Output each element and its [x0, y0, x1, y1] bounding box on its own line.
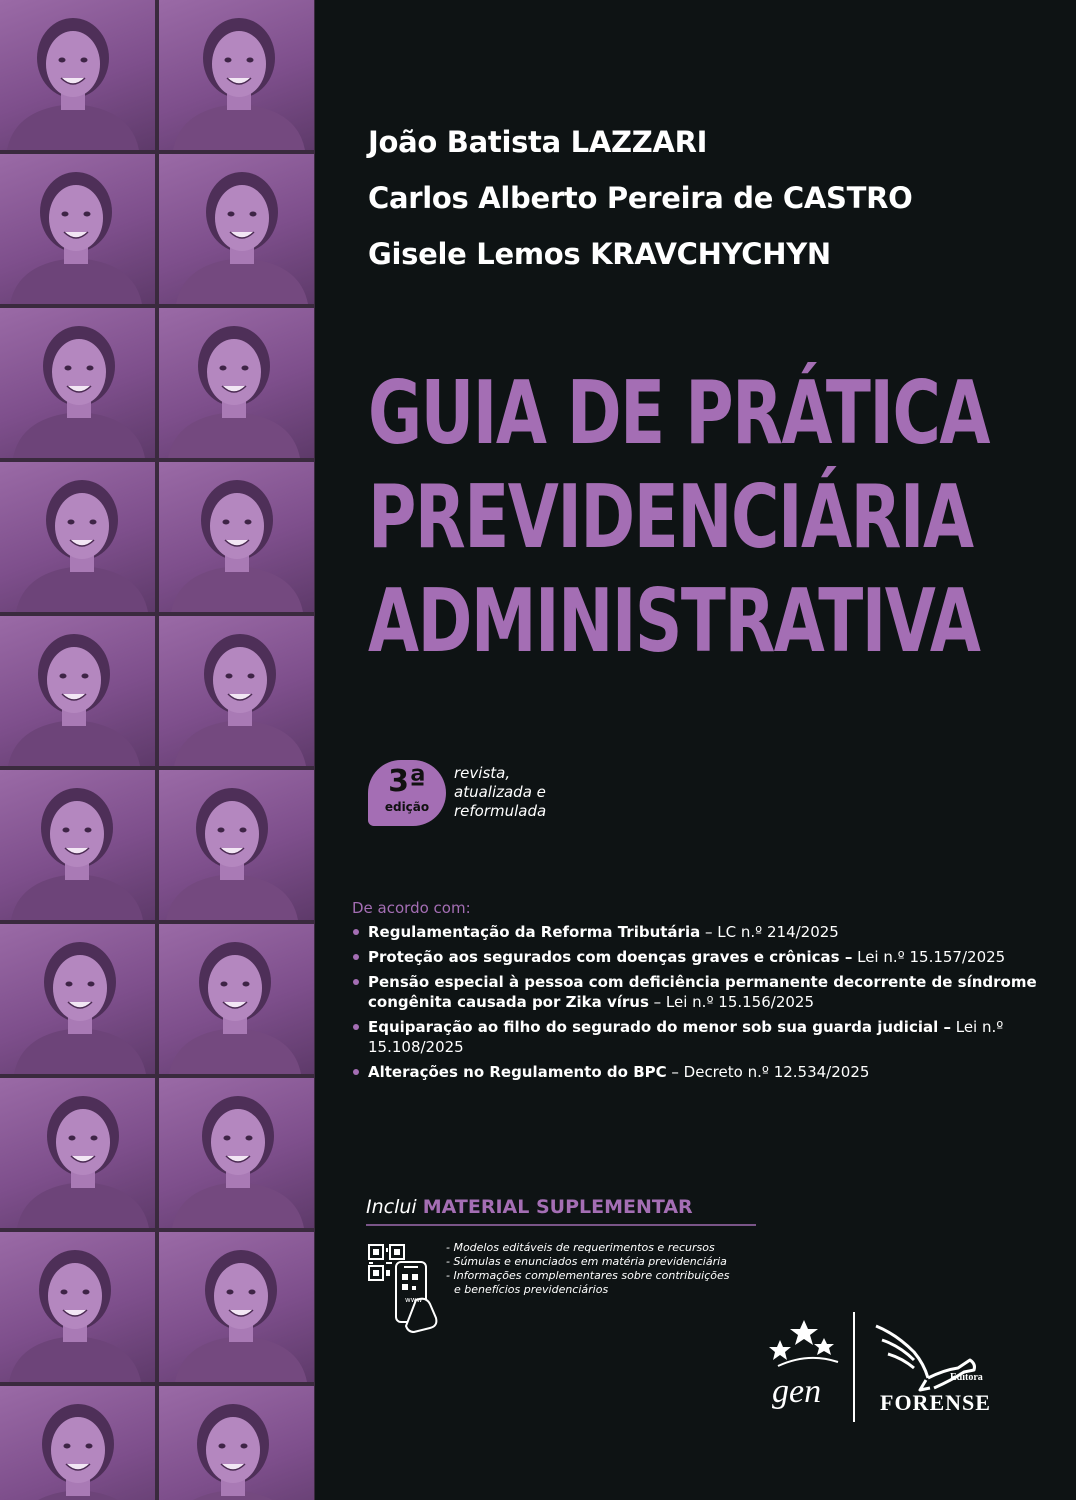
portrait-photo: [0, 1232, 155, 1382]
portrait-photo: [0, 1078, 155, 1228]
portrait-photo: [0, 1386, 155, 1500]
compliance-item-title: Equiparação ao filho do segurado do menor sob sua guarda judicial –: [368, 1018, 951, 1036]
supplement-heading: [366, 1194, 756, 1226]
bullet-icon: [353, 979, 359, 985]
edition-label: edição: [384, 800, 430, 814]
edition-badge: [368, 760, 446, 826]
supplement-title: MATERIAL SUPLEMENTAR: [422, 1196, 693, 1218]
edition-description-line: atualizada e: [454, 783, 546, 801]
compliance-item-law: Lei n.º 15.108/2025: [368, 1018, 1004, 1056]
author-name: Carlos Alberto Pereira de CASTRO: [368, 181, 913, 215]
compliance-item: [352, 1017, 1052, 1057]
logo-divider: [853, 1312, 855, 1422]
compliance-item: [352, 1062, 1052, 1082]
portrait-photo: [0, 0, 155, 150]
portrait-photo: [159, 1078, 314, 1228]
compliance-heading: De acordo com:: [352, 899, 471, 917]
qr-phone-icon: [364, 1240, 444, 1340]
compliance-item-title: Regulamentação da Reforma Tributária: [368, 923, 701, 941]
bullet-icon: [353, 1024, 359, 1030]
author-name: Gisele Lemos KRAVCHYCHYN: [368, 237, 831, 271]
supplement-item: - Súmulas e enunciados em matéria previdenciária: [446, 1255, 727, 1268]
portrait-photo: [159, 1386, 314, 1500]
portrait-photo: [159, 462, 314, 612]
gen-logo: gen: [772, 1373, 822, 1410]
portrait-photo: [159, 0, 314, 150]
portrait-photo: [159, 308, 314, 458]
portrait-photo: [0, 154, 155, 304]
bullet-icon: [353, 929, 359, 935]
portrait-photo: [159, 1232, 314, 1382]
portrait-photo: [159, 924, 314, 1074]
title-line: GUIA DE PRÁTICA: [368, 362, 989, 465]
compliance-item-title: Alterações no Regulamento do BPC: [368, 1063, 667, 1081]
supplement-list: [446, 1241, 766, 1297]
author-list: [368, 114, 1048, 282]
forense-editora-label: Editora: [950, 1372, 983, 1383]
supplement-prefix: Inclui: [366, 1196, 417, 1218]
compliance-item-title: Pensão especial à pessoa com deficiência permanente decorrente de síndrome congênita causada por Zika vírus: [368, 973, 1037, 1011]
compliance-item-law: – Decreto n.º 12.534/2025: [666, 1063, 870, 1081]
svg-text:www: www: [405, 1296, 423, 1304]
compliance-list: [352, 898, 1052, 1087]
edition-description-line: revista,: [454, 764, 511, 782]
portrait-grid: [0, 0, 315, 1500]
author-name: João Batista LAZZARI: [368, 125, 708, 159]
bullet-icon: [353, 954, 359, 960]
supplement-item: - Modelos editáveis de requerimentos e recursos: [446, 1241, 715, 1254]
title-line: ADMINISTRATIVA: [368, 570, 980, 673]
compliance-item-law: – LC n.º 214/2025: [700, 923, 839, 941]
compliance-item-title: Proteção aos segurados com doenças graves e crônicas –: [368, 948, 853, 966]
edition-description-line: reformulada: [454, 802, 547, 820]
supplement-item: - Informações complementares sobre contribuições: [446, 1269, 730, 1282]
portrait-photo: [159, 154, 314, 304]
compliance-item-law: – Lei n.º 15.156/2025: [648, 993, 814, 1011]
edition-number: 3ª: [388, 764, 426, 799]
edition-description: [454, 764, 614, 821]
portrait-photo: [159, 770, 314, 920]
compliance-item: [352, 972, 1052, 1012]
compliance-item-law: Lei n.º 15.157/2025: [852, 948, 1006, 966]
bullet-icon: [353, 1069, 359, 1075]
compliance-item: [352, 947, 1052, 967]
portrait-photo: [0, 308, 155, 458]
portrait-photo: [0, 462, 155, 612]
forense-logo: FORENSE: [880, 1390, 991, 1415]
book-title: [368, 362, 1058, 674]
portrait-photo: [0, 770, 155, 920]
portrait-photo: [0, 924, 155, 1074]
supplement-item: e benefícios previdenciários: [454, 1283, 609, 1296]
title-line: PREVIDENCIÁRIA: [368, 466, 973, 569]
portrait-photo: [159, 616, 314, 766]
compliance-item: [352, 922, 1052, 942]
portrait-photo: [0, 616, 155, 766]
